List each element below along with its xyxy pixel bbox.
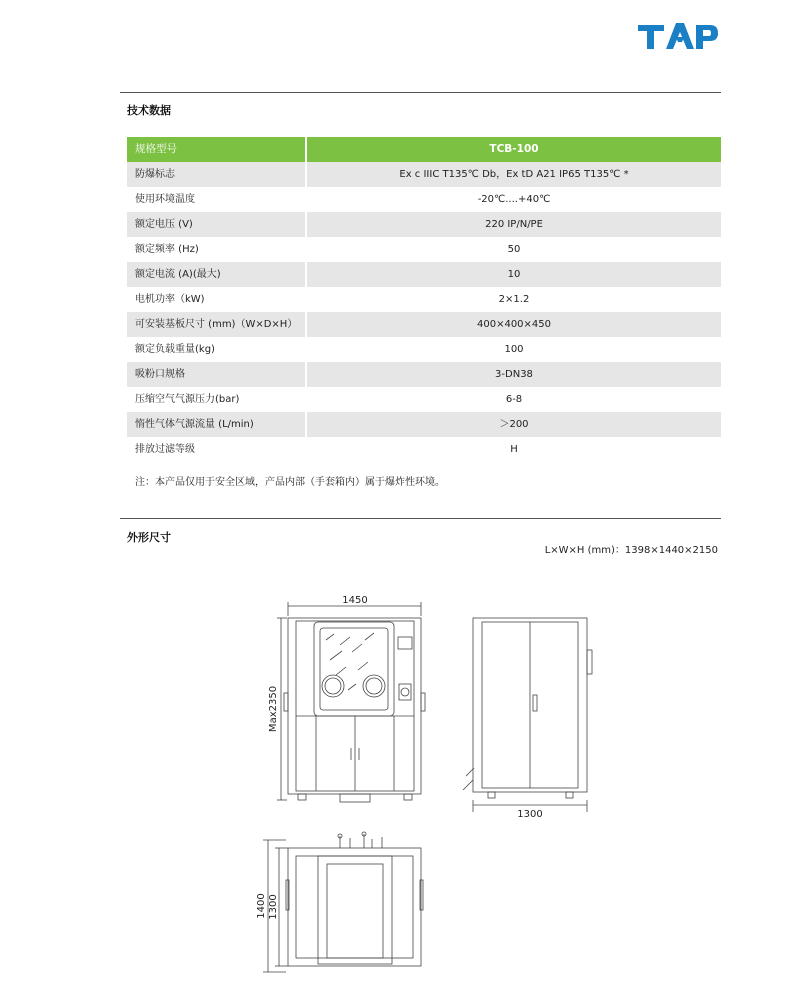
side-view-drawing [463, 618, 592, 812]
top-outer-depth-label: 1400 [256, 893, 267, 919]
spec-value: 6-8 [306, 387, 721, 412]
top-view-drawing [263, 832, 423, 972]
spec-label: 压缩空气气源压力(bar) [127, 387, 306, 412]
front-view-drawing [277, 602, 425, 802]
spec-label: 额定电压 (V) [127, 212, 306, 237]
spec-value: 100 [306, 337, 721, 362]
spec-label: 电机功率（kW) [127, 287, 306, 312]
spec-value: 2×1.2 [306, 287, 721, 312]
top-inner-depth-label: 1300 [268, 894, 279, 920]
front-width-label: 1450 [342, 595, 368, 606]
spec-value: 3-DN38 [306, 362, 721, 387]
spec-label: 额定电流 (A)(最大) [127, 262, 306, 287]
spec-header-label: 规格型号 [127, 137, 306, 162]
safety-note: 注：本产品仅用于安全区域，产品内部（手套箱内）属于爆炸性环境。 [135, 477, 445, 488]
spec-value: -20℃....+40℃ [306, 187, 721, 212]
spec-value: H [306, 437, 721, 462]
spec-label: 可安装基板尺寸 (mm)（W×D×H） [127, 312, 306, 337]
spec-label: 防爆标志 [127, 162, 306, 187]
overall-dimensions: L×W×H (mm)：1398×1440×2150 [544, 545, 718, 556]
spec-label: 吸粉口规格 [127, 362, 306, 387]
spec-label: 排放过滤等级 [127, 437, 306, 462]
spec-label: 额定负载重量(kg) [127, 337, 306, 362]
spec-header-model: TCB-100 [306, 137, 721, 162]
spec-label: 惰性气体气源流量 (L/min) [127, 412, 306, 437]
spec-value: 220 IP/N/PE [306, 212, 721, 237]
side-depth-label: 1300 [517, 809, 543, 820]
spec-value: Ex c IIIC T135℃ Db，Ex tD A21 IP65 T135℃ * [306, 162, 721, 187]
spec-value: 10 [306, 262, 721, 287]
spec-label: 使用环境温度 [127, 187, 306, 212]
tech-section-title: 技术数据 [127, 104, 171, 117]
spec-value: 400×400×450 [306, 312, 721, 337]
dims-section-title: 外形尺寸 [127, 531, 171, 544]
spec-value: ＞200 [306, 412, 721, 437]
front-height-label: Max2350 [268, 685, 279, 733]
spec-label: 额定频率 (Hz) [127, 237, 306, 262]
spec-value: 50 [306, 237, 721, 262]
